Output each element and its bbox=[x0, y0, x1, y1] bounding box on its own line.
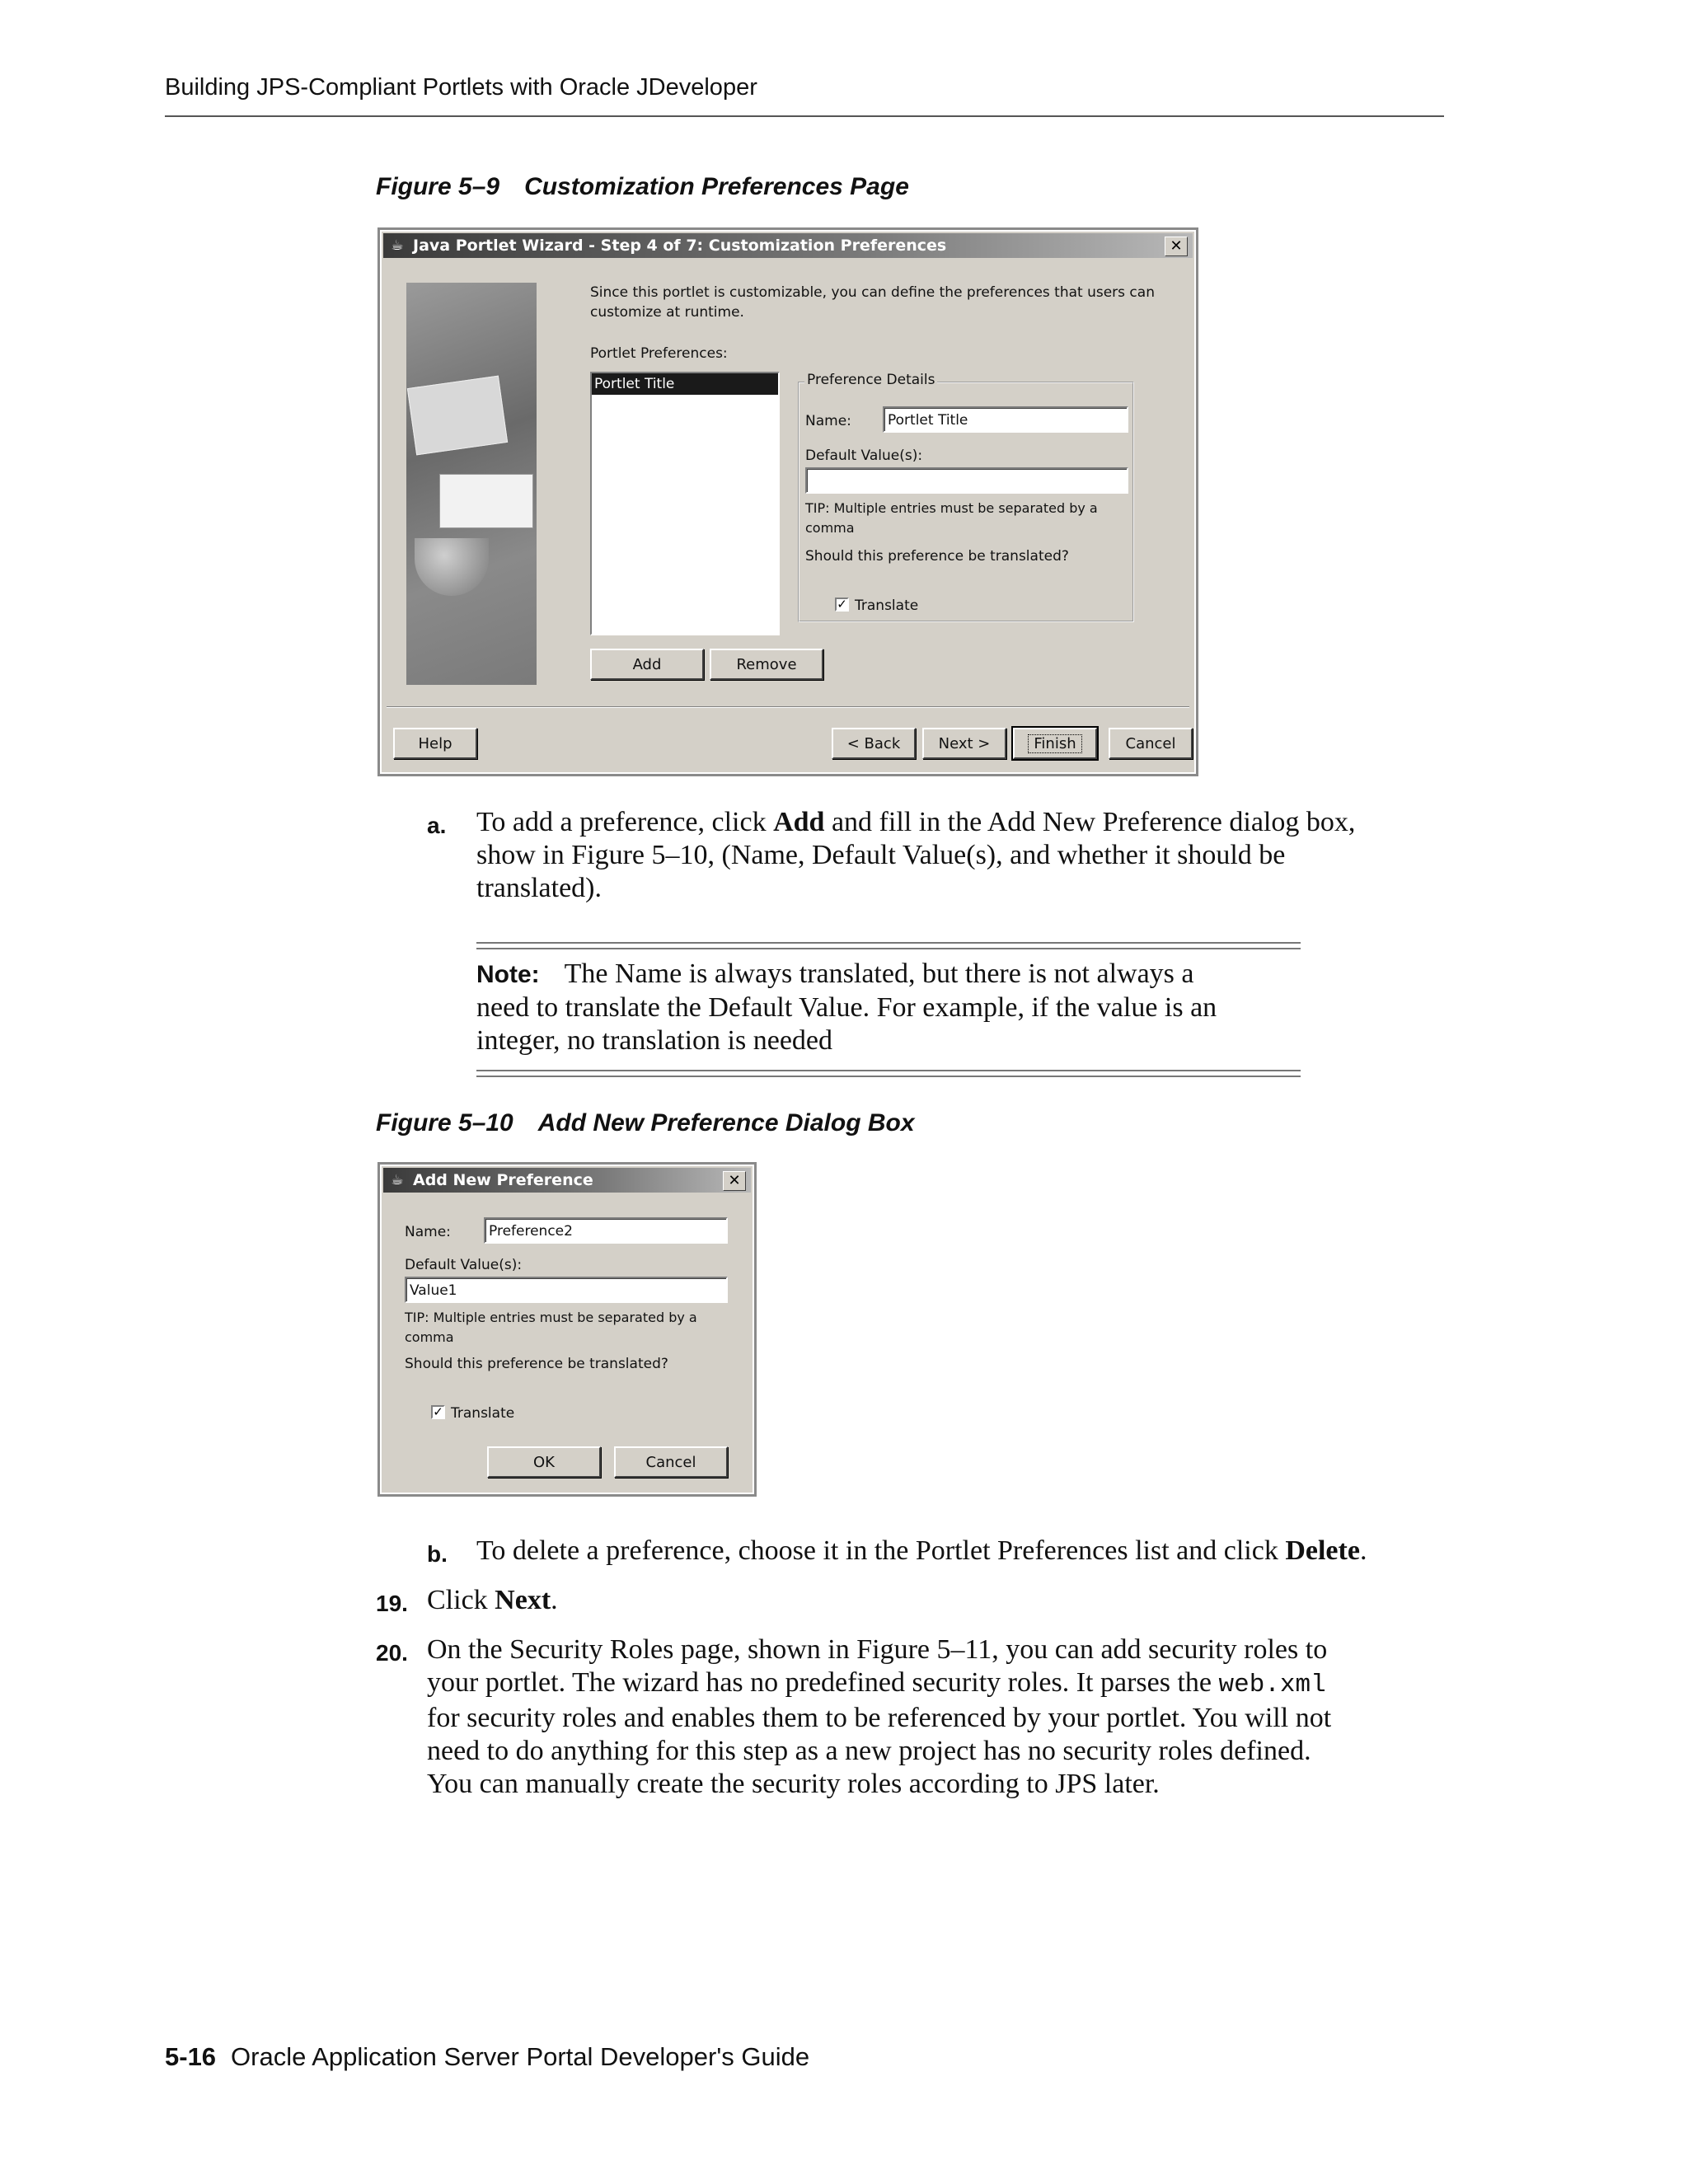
step-20-text bbox=[427, 1633, 1498, 1801]
name-input[interactable]: Portlet Title bbox=[883, 406, 1128, 433]
note-bottom-rule bbox=[476, 1070, 1301, 1077]
wizard-intro-line2: customize at runtime. bbox=[590, 304, 744, 321]
button-separator bbox=[387, 706, 1189, 708]
step-20-line3: for security roles and enables them to be referenced by your portlet. You will not bbox=[427, 1703, 1332, 1733]
name-label: Name: bbox=[405, 1224, 451, 1240]
default-values-label: Default Value(s): bbox=[405, 1257, 523, 1273]
tip-line2: comma bbox=[805, 520, 855, 536]
step-a-marker: a. bbox=[427, 813, 447, 838]
portlet-preferences-label: Portlet Preferences: bbox=[590, 345, 728, 362]
figure-10-number: Figure 5–10 bbox=[376, 1109, 513, 1137]
figure-9-caption bbox=[376, 173, 909, 201]
step-a-line3: translated). bbox=[476, 873, 602, 903]
step-b-marker: b. bbox=[427, 1541, 448, 1567]
translate-checkbox[interactable]: ✓ bbox=[431, 1405, 445, 1419]
tip-line1: TIP: Multiple entries must be separated by a bbox=[405, 1310, 697, 1325]
note-line3: integer, no translation is needed bbox=[476, 1025, 833, 1056]
step-a-add-bold: Add bbox=[773, 807, 825, 837]
translate-label: Translate bbox=[855, 598, 919, 614]
name-input[interactable]: Preference2 bbox=[484, 1217, 728, 1244]
help-button[interactable]: Help bbox=[393, 728, 477, 759]
ok-button[interactable]: OK bbox=[487, 1446, 601, 1478]
wizard-intro-line1: Since this portlet is customizable, you can define the preferences that users can bbox=[590, 284, 1155, 301]
screenshot-thumbnail-image bbox=[407, 376, 508, 456]
step-a-line1-pre: To add a preference, click bbox=[476, 807, 774, 837]
step-20-line4: need to do anything for this step as a new project has no security roles defined. bbox=[427, 1736, 1311, 1766]
translate-question: Should this preference be translated? bbox=[405, 1356, 668, 1372]
step-20-line5: You can manually create the security roles according to JPS later. bbox=[427, 1769, 1160, 1799]
page-footer bbox=[165, 2042, 809, 2072]
step-b-delete-bold: Delete bbox=[1285, 1535, 1360, 1566]
step-19-post: . bbox=[551, 1585, 558, 1615]
note-top-rule bbox=[476, 942, 1301, 949]
wizard-title: Java Portlet Wizard - Step 4 of 7: Customization Preferences bbox=[413, 237, 947, 255]
step-19-next-bold: Next bbox=[495, 1585, 551, 1615]
figure-10-title: Add New Preference Dialog Box bbox=[537, 1109, 915, 1137]
tip-line2: comma bbox=[405, 1329, 454, 1345]
close-icon[interactable]: ✕ bbox=[1165, 237, 1188, 256]
step-20-line2-pre: your portlet. The wizard has no predefined security roles. It parses the bbox=[427, 1667, 1219, 1698]
cancel-button[interactable]: Cancel bbox=[1109, 728, 1193, 759]
wizard-titlebar bbox=[383, 233, 1193, 258]
step-19-marker: 19. bbox=[376, 1591, 408, 1616]
finish-button-label: Finish bbox=[1028, 734, 1081, 753]
default-values-input[interactable] bbox=[805, 467, 1128, 494]
note-block bbox=[476, 958, 1301, 1057]
step-20-marker: 20. bbox=[376, 1640, 408, 1666]
step-19-pre: Click bbox=[427, 1585, 495, 1615]
step-b-text bbox=[476, 1535, 1548, 1568]
step-a-text bbox=[476, 806, 1465, 905]
running-header: Building JPS-Compliant Portlets with Oracle JDeveloper bbox=[165, 74, 757, 101]
name-label: Name: bbox=[805, 413, 851, 429]
figure-9-title: Customization Preferences Page bbox=[524, 173, 909, 200]
finish-button[interactable] bbox=[1013, 728, 1097, 759]
step-20-code: web.xml bbox=[1218, 1671, 1326, 1699]
figure-10-caption bbox=[376, 1109, 915, 1137]
cancel-button[interactable]: Cancel bbox=[614, 1446, 728, 1478]
step-a-line1-post: and fill in the Add New Preference dialog box, bbox=[824, 807, 1356, 837]
figure-9-number: Figure 5–9 bbox=[376, 173, 500, 200]
header-rule bbox=[165, 115, 1444, 117]
add-preference-dialog bbox=[377, 1162, 757, 1497]
tip-line1: TIP: Multiple entries must be separated by a bbox=[805, 500, 1098, 516]
default-values-input[interactable]: Value1 bbox=[405, 1277, 728, 1303]
step-a-line2: show in Figure 5–10, (Name, Default Value(s), and whether it should be bbox=[476, 840, 1286, 870]
page-number: 5-16 bbox=[165, 2042, 217, 2071]
java-cup-icon: ☕ bbox=[391, 237, 404, 254]
close-icon[interactable]: ✕ bbox=[723, 1171, 746, 1191]
java-cup-icon: ☕ bbox=[391, 1172, 404, 1188]
portlet-preferences-list[interactable] bbox=[590, 372, 780, 635]
wizard-side-image bbox=[406, 283, 537, 685]
add-preference-title: Add New Preference bbox=[413, 1171, 593, 1189]
preference-details-label: Preference Details bbox=[804, 372, 937, 388]
translate-label: Translate bbox=[451, 1405, 515, 1422]
list-item[interactable]: Portlet Title bbox=[592, 373, 778, 395]
step-20-line1: On the Security Roles page, shown in Figure 5–11, you can add security roles to bbox=[427, 1634, 1328, 1665]
translate-question: Should this preference be translated? bbox=[805, 548, 1069, 565]
back-button[interactable]: < Back bbox=[832, 728, 916, 759]
step-b-pre: To delete a preference, choose it in the Portlet Preferences list and click bbox=[476, 1535, 1286, 1566]
note-line2: need to translate the Default Value. For example, if the value is an bbox=[476, 992, 1217, 1023]
dialog-thumbnail-image bbox=[439, 474, 533, 528]
add-preference-titlebar bbox=[383, 1168, 751, 1193]
wizard-dialog bbox=[377, 227, 1198, 776]
remove-button[interactable]: Remove bbox=[710, 649, 823, 680]
step-19-text bbox=[427, 1584, 558, 1617]
default-values-label: Default Value(s): bbox=[805, 448, 923, 464]
translate-checkbox[interactable]: ✓ bbox=[835, 598, 849, 612]
next-button[interactable]: Next > bbox=[922, 728, 1006, 759]
note-line1: The Name is always translated, but there is not always a bbox=[564, 958, 1194, 989]
step-b-post: . bbox=[1359, 1535, 1367, 1566]
add-button[interactable]: Add bbox=[590, 649, 704, 680]
book-title: Oracle Application Server Portal Developer's Guide bbox=[231, 2042, 810, 2071]
coffee-cup-image bbox=[415, 538, 489, 596]
note-label: Note: bbox=[476, 961, 540, 988]
